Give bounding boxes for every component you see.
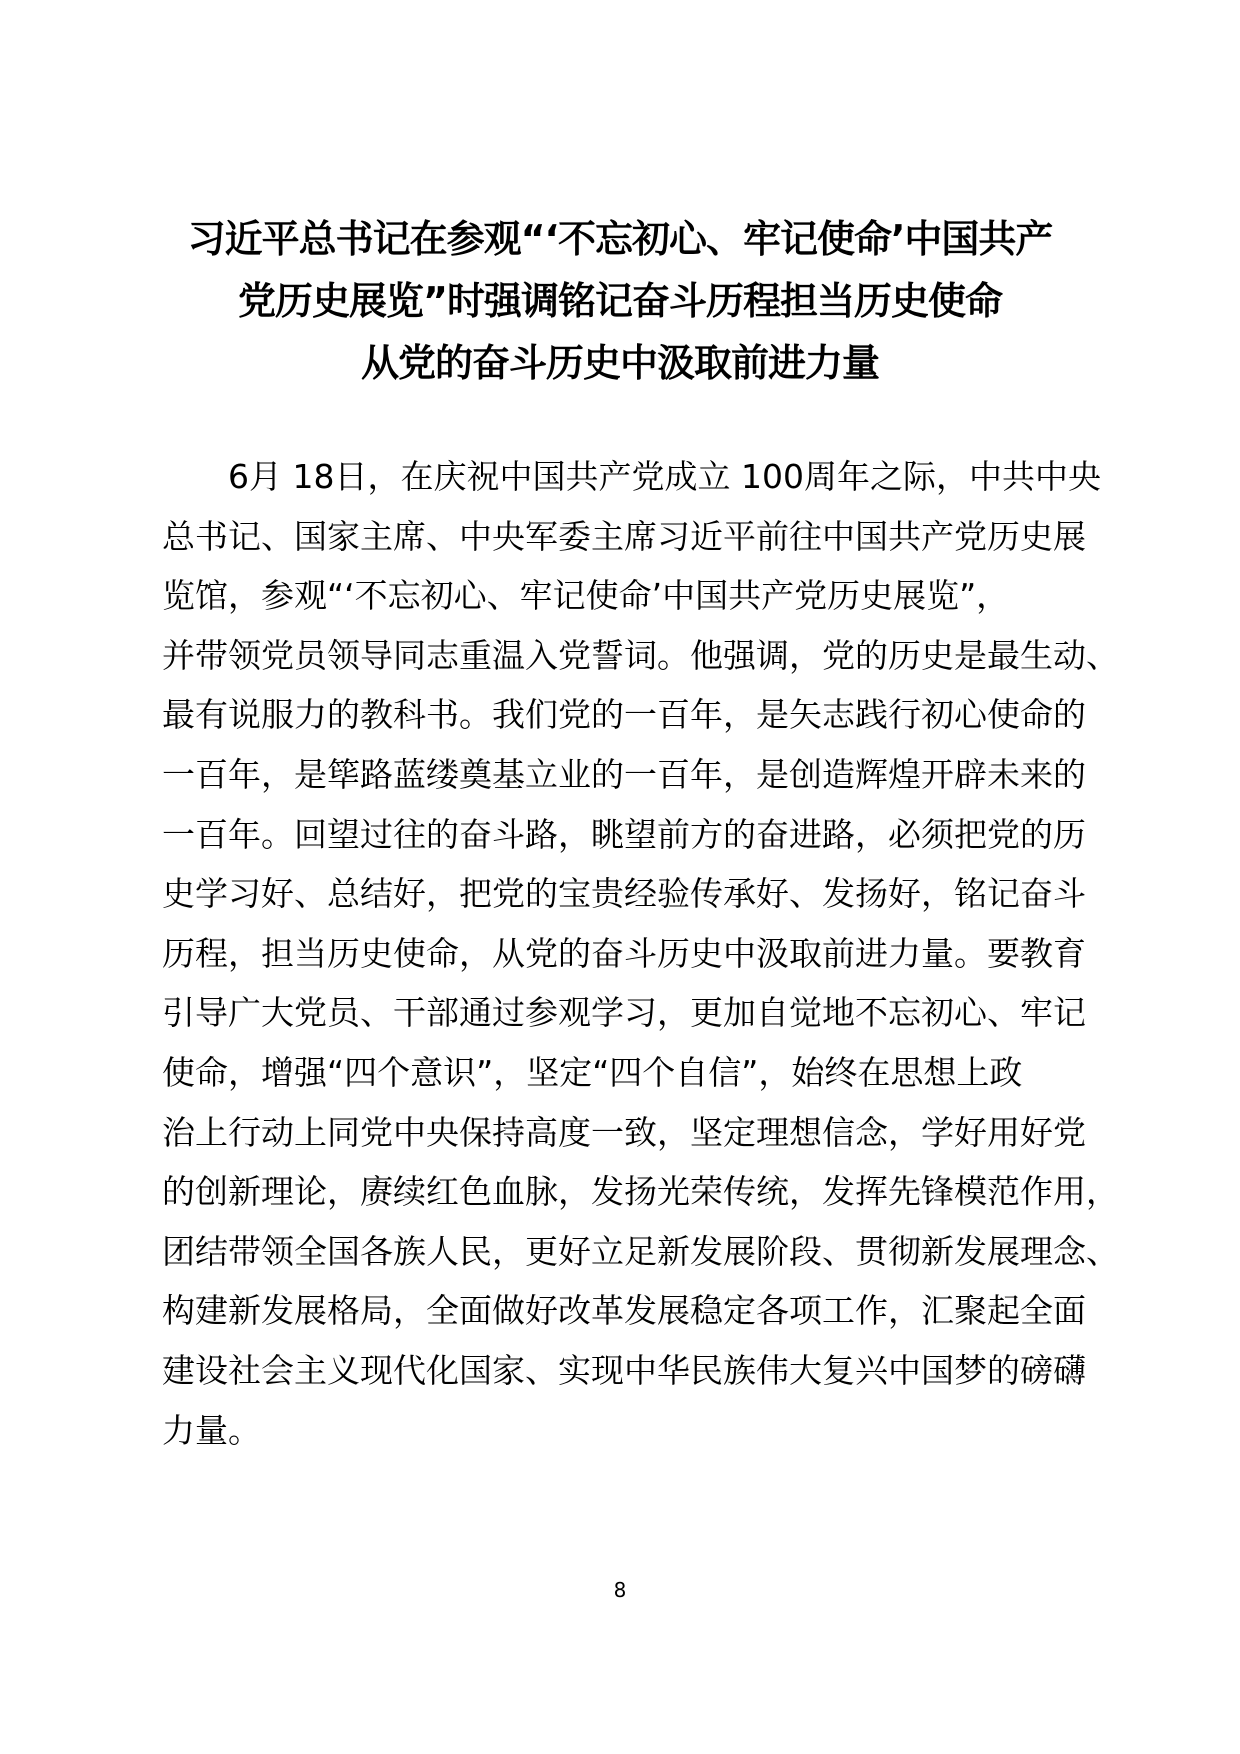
body-line: 使命，增强“四个意识”，坚定“四个自信”，始终在思想上政 bbox=[162, 1052, 1023, 1092]
body-line: 团结带领全国各族人民，更好立足新发展阶段、贯彻新发展理念、 bbox=[162, 1231, 1119, 1271]
page-number: 8 bbox=[613, 1578, 627, 1602]
body-line: 史学习好、总结好，把党的宝贵经验传承好、发扬好，铭记奋斗 bbox=[162, 874, 1086, 914]
title-line: 从党的奋斗历史中汲取前进力量 bbox=[360, 341, 879, 385]
body-line: 一百年。回望过往的奋斗路，眺望前方的奋进路，必须把党的历 bbox=[162, 814, 1086, 854]
body-line: 最有说服力的教科书。我们党的一百年，是矢志践行初心使命的 bbox=[162, 695, 1086, 735]
body-line: 力量。 bbox=[162, 1410, 261, 1450]
body-paragraph bbox=[162, 447, 1119, 1460]
body-line: 并带领党员领导同志重温入党誓词。他强调，党的历史是最生动、 bbox=[162, 635, 1119, 675]
body-line: 构建新发展格局，全面做好改革发展稳定各项工作，汇聚起全面 bbox=[162, 1291, 1086, 1331]
body-line: 览馆，参观“‘不忘初心、牢记使命’中国共产党历史展览”， bbox=[162, 576, 1010, 616]
title-line: 习近平总书记在参观“‘不忘初心、牢记使命’中国共产 bbox=[187, 217, 1053, 261]
body-line: 总书记、国家主席、中央军委主席习近平前往中国共产党历史展 bbox=[162, 516, 1086, 556]
document-title bbox=[150, 208, 1090, 394]
body-line: 历程，担当历史使命，从党的奋斗历史中汲取前进力量。要教育 bbox=[162, 933, 1086, 973]
body-line: 的创新理论，赓续红色血脉，发扬光荣传统，发挥先锋模范作用， bbox=[162, 1172, 1119, 1212]
body-line: 引导广大党员、干部通过参观学习，更加自觉地不忘初心、牢记 bbox=[162, 993, 1086, 1033]
title-line: 党历史展览”时强调铭记奋斗历程担当历史使命 bbox=[238, 279, 1002, 323]
body-line: 建设社会主义现代化国家、实现中华民族伟大复兴中国梦的磅礴 bbox=[162, 1350, 1086, 1390]
body-line: 一百年，是筚路蓝缕奠基立业的一百年，是创造辉煌开辟未来的 bbox=[162, 754, 1086, 794]
body-line: 6月 18日，在庆祝中国共产党成立 100周年之际，中共中央 bbox=[162, 457, 1101, 496]
body-line: 治上行动上同党中央保持高度一致，坚定理想信念，学好用好党 bbox=[162, 1112, 1086, 1152]
